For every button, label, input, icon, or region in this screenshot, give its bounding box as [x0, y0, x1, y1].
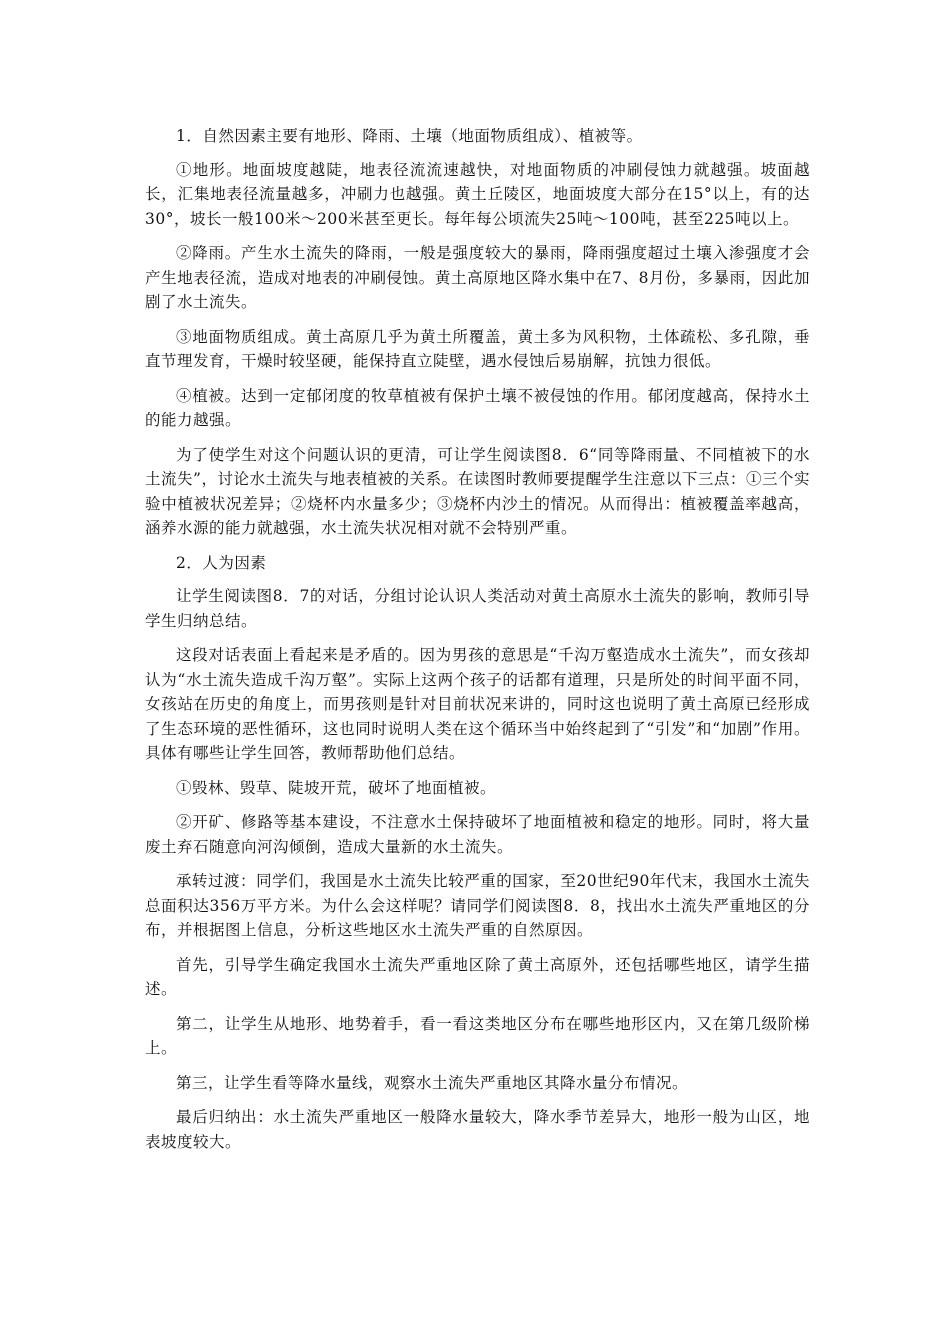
paragraph-third-step: 第三，让学生看等降水量线，观察水土流失严重地区其降水量分布情况。: [176, 1073, 689, 1092]
paragraph-construction: ②开矿、修路等基本建设，不注意水土保持破坏了地面植被和稳定的地形。同时，将大量废土弃石随意向河沟倾倒，造成大量新的水土流失。: [145, 813, 810, 856]
paragraph-first-step: 首先，引导学生确定我国水土流失严重地区除了黄土高原外，还包括哪些地区，请学生描述。: [145, 955, 810, 998]
paragraph-ground-material: ③地面物质组成。黄土高原几乎为黄土所覆盖，黄土多为风积物，土体疏松、多孔隙，垂直节理发育，干燥时较坚硬，能保持直立陡壁，遇水侵蚀后易崩解，抗蚀力很低。: [145, 327, 810, 370]
section-heading-human-factors: 2．人为因素: [176, 553, 267, 572]
paragraph-terrain: ①地形。地面坡度越陡，地表径流流速越快，对地面物质的冲刷侵蚀力就越强。坡面越长，汇集地表径流量越多，冲刷力也越强。黄土丘陵区，地面坡度大部分在15°以上，有的达30°，坡长一般100米～200米甚至更长。每年每公顷流失25吨～100吨，甚至225吨以上。: [145, 160, 810, 228]
paragraph-dialogue-analysis: 这段对话表面上看起来是矛盾的。因为男孩的意思是“千沟万壑造成水土流失”，而女孩却认为“水土流失造成千沟万壑”。实际上这两个孩子的话都有道理，只是所处的时间平面不同，女孩站在历史的角度上，而男孩则是针对目前状况来讲的，同时这也说明了黄土高原已经形成了生态环境的恶性循环，这也同时说明人类在这个循环当中始终起到了“引发”和“加剧”作用。具体有哪些让学生回答，教师帮助他们总结。: [145, 646, 810, 762]
paragraph-vegetation: ④植被。达到一定郁闭度的牧草植被有保护土壤不被侵蚀的作用。郁闭度越高，保持水土的能力越强。: [145, 386, 810, 429]
paragraph-transition: 承转过渡：同学们，我国是水土流失比较严重的国家，至20世纪90年代末，我国水土流失总面积达356万平方米。为什么会这样呢？请同学们阅读图8．8，找出水土流失严重地区的分布，并根据图上信息，分析这些地区水土流失严重的自然原因。: [145, 872, 810, 939]
paragraph-second-step: 第二，让学生从地形、地势着手，看一看这类地区分布在哪些地形区内，又在第几级阶梯上。: [145, 1014, 810, 1057]
section-heading-natural-factors: 1．自然因素主要有地形、降雨、土壤（地面物质组成）、植被等。: [176, 127, 643, 145]
paragraph-figure-8-6: 为了使学生对这个问题认识的更清，可让学生阅读图8．6“同等降雨量、不同植被下的水土流失”，讨论水土流失与地表植被的关系。在读图时教师要提醒学生注意以下三点：①三个实验中植被状况差异；②烧杯内水量多少；③烧杯内沙土的情况。从而得出：植被覆盖率越高，涵养水源的能力就越强，水土流失状况相对就不会特别严重。: [145, 445, 810, 537]
paragraph-rainfall: ②降雨。产生水土流失的降雨，一般是强度较大的暴雨，降雨强度超过土壤入渗强度才会产生地表径流，造成对地表的冲刷侵蚀。黄土高原地区降水集中在7、8月份，多暴雨，因此加剧了水土流失。: [145, 244, 810, 311]
paragraph-conclusion: 最后归纳出：水土流失严重地区一般降水量较大，降水季节差异大，地形一般为山区，地表坡度较大。: [145, 1108, 810, 1151]
paragraph-deforestation: ①毁林、毁草、陡坡开荒，破坏了地面植被。: [176, 778, 497, 797]
paragraph-figure-8-7: 让学生阅读图8．7的对话，分组讨论认识人类活动对黄土高原水土流失的影响，教师引导学生归纳总结。: [145, 587, 810, 630]
